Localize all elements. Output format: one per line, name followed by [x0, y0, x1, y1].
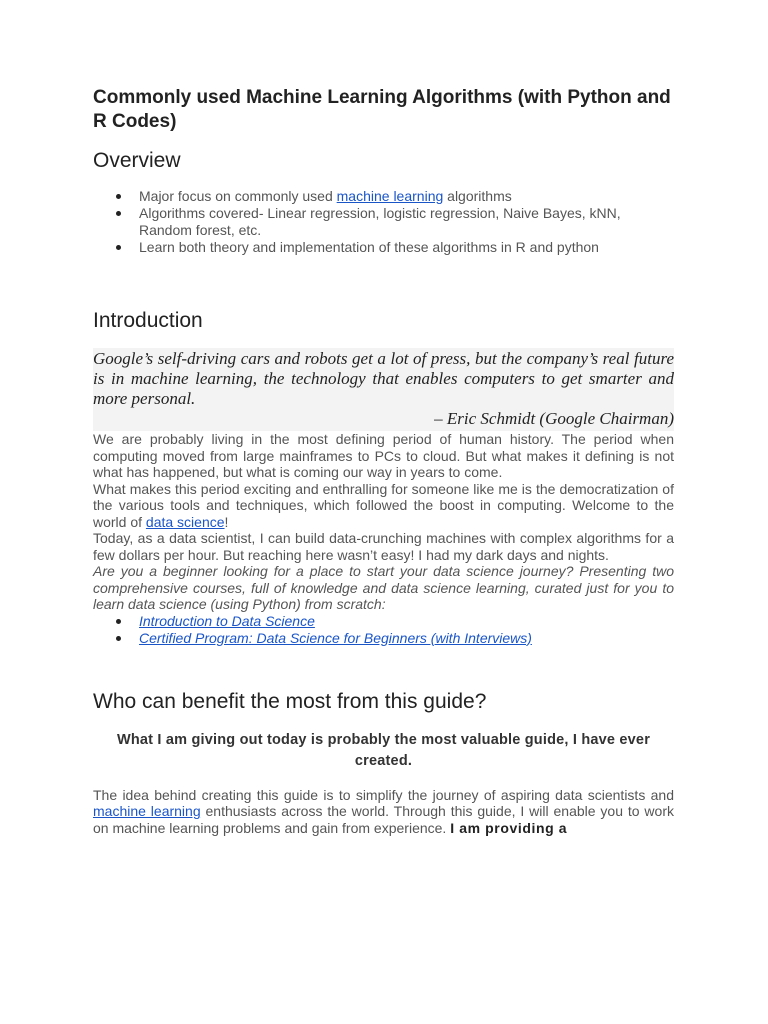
overview-bullet-1: [93, 188, 674, 205]
course-link-item-2: [93, 630, 674, 647]
quote-author: – Eric Schmidt (Google Chairman): [434, 409, 674, 428]
intro-data-science-link[interactable]: Introduction to Data Science: [139, 612, 315, 629]
machine-learning-link[interactable]: machine learning: [336, 188, 444, 204]
bullet-text: algorithms: [443, 188, 512, 204]
overview-list: [93, 188, 674, 256]
blockquote: [93, 348, 674, 431]
overview-bullet-3: Learn both theory and implementation of these algorithms in R and python: [93, 239, 674, 256]
intro-paragraph-3: Today, as a data scientist, I can build data-crunching machines with complex algorithms for a few dollars per hour. But reaching here wasn’t easy! I had my dark days and nights.: [93, 530, 674, 563]
course-links-list: [93, 613, 674, 647]
bold-text: I am providing a: [450, 819, 568, 836]
overview-bullet-2: Algorithms covered- Linear regression, logistic regression, Naive Bayes, kNN, Random forest, etc.: [93, 205, 674, 239]
paragraph-text: What makes this period exciting and enthralling for someone like me is the democratization of the various tools and techniques, which followed the boost in computing. Welcome to the world of: [93, 480, 674, 530]
quote-text: Google’s self-driving cars and robots get a lot of press, but the company’s real future is in machine learning, the technology that enables computers to get smarter and more personal.: [93, 349, 674, 408]
benefit-paragraph: [93, 787, 674, 837]
document-title: Commonly used Machine Learning Algorithms (with Python and R Codes): [93, 87, 671, 132]
data-science-link[interactable]: data science: [145, 513, 225, 530]
intro-paragraph-4: Are you a beginner looking for a place to start your data science journey? Presenting two comprehensive courses, full of knowledge and data science learning, curated just for you to learn data science (using Python) from scratch:: [93, 563, 674, 612]
intro-paragraph-2: [93, 481, 674, 531]
intro-paragraph-1: We are probably living in the most defining period of human history. The period when computing moved from large mainframes to PCs to cloud. But what makes it defining is not what has happened, but what is coming our way in years to come.: [93, 431, 674, 480]
bullet-text: Major focus on commonly used: [139, 188, 337, 204]
article-body: [93, 86, 674, 836]
paragraph-text: !: [224, 513, 229, 530]
overview-heading: Overview: [93, 149, 181, 172]
machine-learning-link-2[interactable]: machine learning: [93, 803, 201, 819]
certified-program-link[interactable]: Certified Program: Data Science for Beginners (with Interviews): [139, 629, 532, 646]
benefit-subheading: What I am giving out today is probably the most valuable guide, I have ever created.: [116, 731, 651, 769]
introduction-heading: Introduction: [93, 309, 203, 332]
benefit-heading: Who can benefit the most from this guide?: [93, 689, 487, 713]
paragraph-text: enthusiasts across the world. Through this guide, I will enable you to work on machine learning problems and gain from experience.: [93, 803, 674, 836]
course-link-item-1: [93, 613, 674, 630]
paragraph-text: The idea behind creating this guide is to simplify the journey of aspiring data scientists and: [93, 786, 674, 803]
